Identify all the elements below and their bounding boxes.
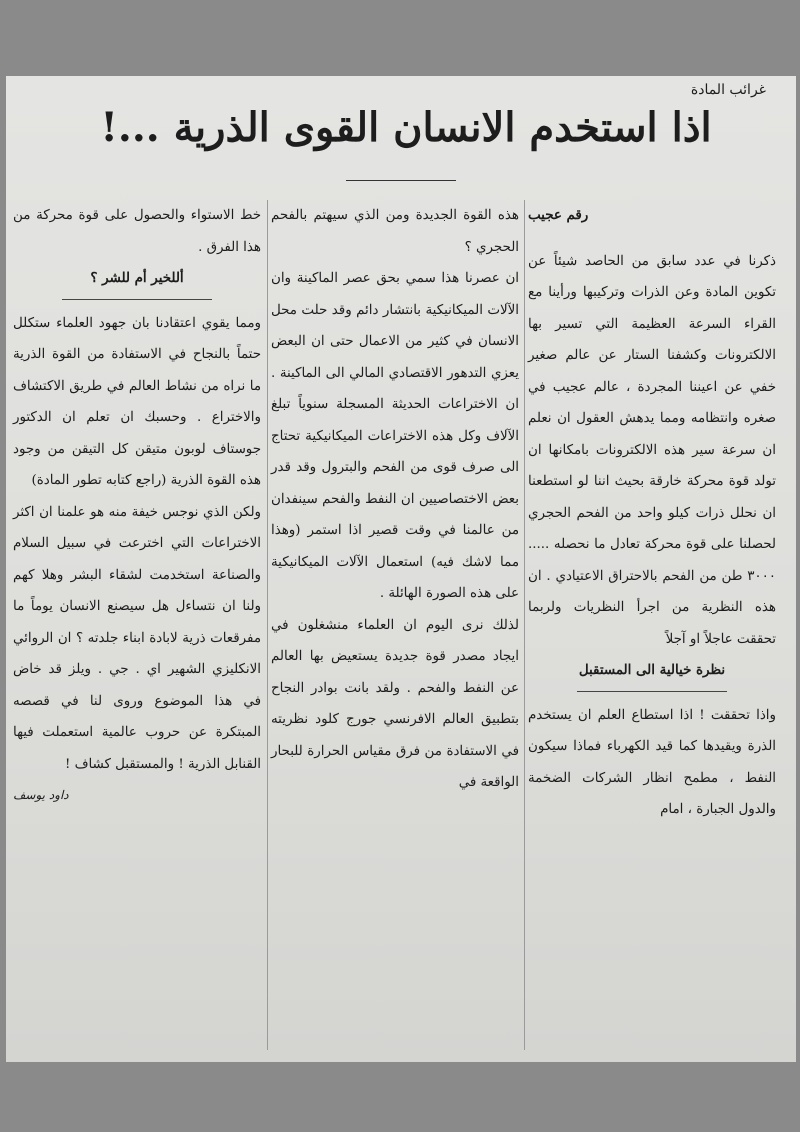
paragraph: ان عصرنا هذا سمي بحق عصر الماكينة وان الآلات الميكانيكية بانتشار دائم وقد حلت محل الانسان في كثير من الاعمال حتى ان البعض يعزي التدهور الاقتصادي المالي الى الماكينة . ان الاختراعات الحديثة المسجلة سنوياً تبلغ الآلاف وكل هذه الاختراعات الميكانيكية تحتاج الى صرف قوى من الفحم والبترول وقد قدر بعض الاختصاصيين ان النفط والفحم سينفدان من عالمنا في وقت قصير اذا استمر (وهذا مما لاشك فيه) استعمال الآلات الميكانيكية على هذه الصورة الهائلة . [271, 271, 519, 601]
article-title: اذا استخدم الانسان القوى الذرية ...! [100, 104, 712, 151]
paragraph: هذه القوة الجديدة ومن الذي سيهتم بالفحم الحجري ؟ [271, 208, 519, 255]
column-divider [524, 200, 525, 1050]
subheading-rule [62, 299, 212, 300]
text-column-right [528, 200, 776, 1050]
paragraph: خط الاستواء والحصول على قوة محركة من هذا الفرق . [13, 208, 261, 255]
paragraph: ولكن الذي نوجس خيفة منه هو علمنا ان اكثر الاختراعات التي اخترعت في سبيل السلام والصناعة استخدمت لشقاء البشر وهلا كهم ولنا ان نتساءل هل سيصنع الانسان يوماً ما مفرقعات ذرية لابادة ابناء جلدته ؟ ان الروائي الانكليزي الشهير اي . جي . ويلز قد خاض في هذا الموضوع وروى لنا في قصصه المبتكرة عن حروب عالمية استعملت فيها القنابل الذرية ! والمستقبل كشاف ! [13, 504, 261, 772]
text-column-left [13, 200, 261, 1050]
text-column-middle [271, 200, 519, 1050]
title-underline [346, 180, 456, 181]
subheading-good-or-evil: أللخير أم للشر ؟ [90, 270, 184, 286]
paragraph: لذلك نرى اليوم ان العلماء منشغلون في ايجاد مصدر قوة جديدة يستعيض بها العالم عن النفط والفحم . ولقد بانت بوادر النجاح بتطبيق العالم الافرنسي جورج كلود نظريته في الاستفادة من فرق مقياس الحرارة للبحار الواقعة في [271, 617, 519, 790]
magazine-page [6, 76, 796, 1062]
column-divider [267, 200, 268, 1050]
paragraph: ذكرنا في عدد سابق من الحاصد شيئاً عن تكوين المادة وعن الذرات وتركيبها ورأينا مع القراء السرعة العظيمة التي تسير بها الالكترونات وكشفنا الستار عن عالم صغير خفي عن اعيننا المجردة ، عالم عجيب في صغره وانتظامه ومما يدهش العقول ان نعلم ان سرعة سير هذه الالكترونات بامكانها ان تولد قوة محركة خارقة بحيث اننا لو استطعنا ان نحلل ذرات كيلو واحد من الفحم الحجري لحصلنا على قوة محركة تعادل ما نحصله ..... ٣٠٠٠ طن من الفحم بالاحتراق الاعتيادي . ان هذه النظرية من اجرأ النظريات ولربما تحققت عاجلاً او آجلاً [528, 253, 776, 647]
author-signature: داود يوسف [13, 788, 69, 802]
subheading-rule [577, 691, 727, 692]
subheading-future-vision: نظرة خيالية الى المستقبل [578, 662, 726, 678]
section-label: غرائب المادة [690, 82, 766, 98]
paragraph: ومما يقوي اعتقادنا بان جهود العلماء ستكلل حتماً بالنجاح في الاستفادة من القوة الذرية ما نراه من نشاط العالم في طريق الاكتشاف والاختراع . وحسبك ان تعلم ان الدكتور جوستاف لوبون متيقن كل التيقن من وجود هذه القوة الذرية (راجع كتابه تطور المادة) [13, 315, 261, 488]
subheading-strange-number: رقم عجيب [528, 207, 589, 223]
paragraph: واذا تحققت ! اذا استطاع العلم ان يستخدم الذرة ويقيدها كما قيد الكهرباء فماذا سيكون النفط ، مطمح انظار الشركات الضخمة والدول الجبارة ، امام [528, 707, 776, 817]
